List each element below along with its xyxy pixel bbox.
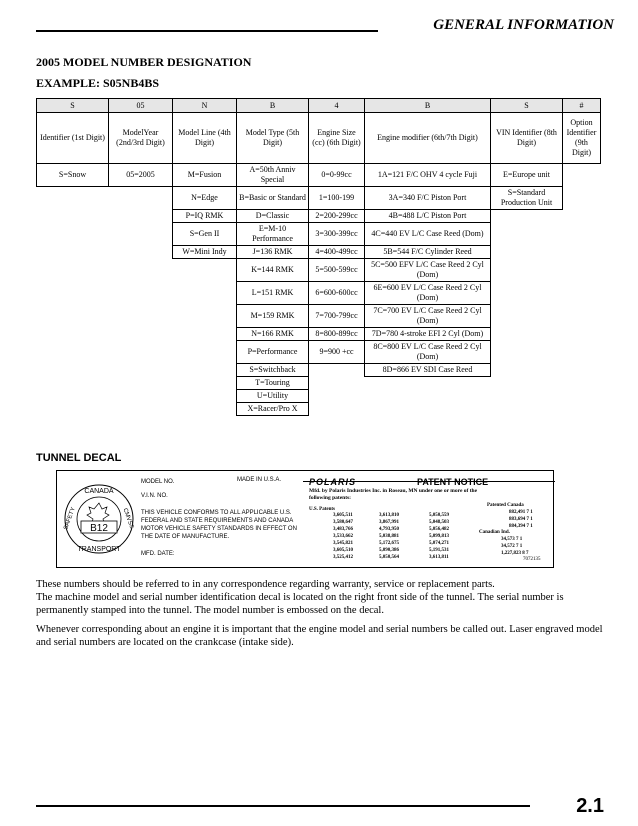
section-title: GENERAL INFORMATION	[433, 17, 614, 33]
table-row	[37, 187, 601, 210]
table-cell: U=Utility	[237, 390, 309, 403]
table-cell: S	[37, 99, 109, 113]
table-cell: 5=500-599cc	[309, 259, 365, 282]
table-cell	[365, 390, 491, 403]
table-cell: X=Racer/Pro X	[237, 403, 309, 416]
table-cell	[109, 377, 173, 390]
table-cell: 1=100-199	[309, 187, 365, 210]
table-cell: 5B=544 F/C Cylinder Reed	[365, 246, 491, 259]
table-cell: 7C=700 EV L/C Case Reed 2 Cyl (Dom)	[365, 305, 491, 328]
table-cell: M=Fusion	[173, 164, 237, 187]
table-cell	[491, 210, 563, 223]
table-cell: K=144 RMK	[237, 259, 309, 282]
table-cell: 6=600-600cc	[309, 282, 365, 305]
seal-bottom-text: TRANSPORT	[77, 546, 121, 553]
table-cell	[491, 246, 563, 259]
table-cell	[365, 403, 491, 416]
us-patents-col1: 3,605,511 3,580,647 3,483,766 3,533,662 3,545,821 3,605,510 3,525,412	[333, 513, 353, 560]
table-cell	[173, 259, 237, 282]
table-cell	[37, 223, 109, 246]
table-cell	[309, 390, 365, 403]
model-number-table	[36, 98, 601, 416]
patent-notice-title: PATENT NOTICE	[417, 477, 489, 487]
table-cell: J=136 RMK	[237, 246, 309, 259]
table-cell	[37, 341, 109, 364]
table-row	[37, 328, 601, 341]
table-cell: 6E=600 EV L/C Case Reed 2 Cyl (Dom)	[365, 282, 491, 305]
table-cell	[563, 328, 601, 341]
table-row	[37, 99, 601, 113]
table-cell	[563, 210, 601, 223]
table-cell	[309, 364, 365, 377]
seal-center-text: B12	[90, 523, 108, 534]
table-row	[37, 223, 601, 246]
header-rule	[36, 30, 378, 32]
table-cell: VIN Identifier (8th Digit)	[491, 113, 563, 164]
table-cell	[109, 390, 173, 403]
table-cell: E=M-10 Performance	[237, 223, 309, 246]
table-cell	[109, 341, 173, 364]
table-cell: W=Mini Indy	[173, 246, 237, 259]
table-row	[37, 377, 601, 390]
vin-no-label: V.I.N. NO.	[141, 493, 168, 499]
table-cell: N=Edge	[173, 187, 237, 210]
paragraph-2: The machine model and serial number identification decal is located on the right front side of the tunnel. The serial number is permanently stamped into the tunnel. The model number is embossed on the decal.	[36, 592, 564, 616]
table-cell	[173, 377, 237, 390]
table-cell	[109, 210, 173, 223]
table-cell: 8D=866 EV SDI Case Reed	[365, 364, 491, 377]
made-in-label: MADE IN U.S.A.	[237, 477, 282, 483]
table-cell: 4B=488 L/C Piston Port	[365, 210, 491, 223]
table-cell: ModelYear (2nd/3rd Digit)	[109, 113, 173, 164]
table-row	[37, 390, 601, 403]
table-cell	[173, 305, 237, 328]
table-cell	[37, 305, 109, 328]
table-cell: B	[237, 99, 309, 113]
table-cell	[109, 364, 173, 377]
table-cell	[491, 341, 563, 364]
table-cell	[37, 246, 109, 259]
table-cell	[309, 403, 365, 416]
table-cell	[173, 403, 237, 416]
table-cell	[109, 282, 173, 305]
table-cell	[563, 282, 601, 305]
canada-patents-label: Patented Canada	[487, 503, 524, 508]
table-cell	[37, 403, 109, 416]
seal-top-text: CANADA	[84, 488, 114, 495]
table-cell	[37, 282, 109, 305]
table-row	[37, 246, 601, 259]
table-cell	[365, 377, 491, 390]
table-cell	[109, 246, 173, 259]
table-cell	[491, 328, 563, 341]
table-cell: 4	[309, 99, 365, 113]
table-cell	[491, 223, 563, 246]
table-cell: Engine modifier (6th/7th Digit)	[365, 113, 491, 164]
seal-right-text: CMVSS	[121, 507, 135, 530]
table-cell: 7D=780 4-stroke EFI 2 Cyl (Dom)	[365, 328, 491, 341]
table-cell	[491, 403, 563, 416]
us-patents-label: U.S. Patents	[309, 507, 335, 512]
table-row	[37, 282, 601, 305]
table-cell	[491, 390, 563, 403]
table-cell	[173, 282, 237, 305]
table-cell	[109, 187, 173, 210]
designation-example: EXAMPLE: S05NB4BS	[36, 76, 160, 90]
table-cell	[563, 377, 601, 390]
table-cell: A=50th Anniv Special	[237, 164, 309, 187]
table-row	[37, 113, 601, 164]
table-cell	[491, 282, 563, 305]
table-cell	[491, 259, 563, 282]
table-cell: M=159 RMK	[237, 305, 309, 328]
table-cell: S=Snow	[37, 164, 109, 187]
decal-part-number: 7072135	[523, 557, 541, 562]
table-cell: #	[563, 99, 601, 113]
table-cell	[173, 364, 237, 377]
table-row	[37, 305, 601, 328]
table-cell: S=Standard Production Unit	[491, 187, 563, 210]
table-cell: 5C=500 EFV L/C Case Reed 2 Cyl (Dom)	[365, 259, 491, 282]
table-cell: D=Classic	[237, 210, 309, 223]
table-cell: N	[173, 99, 237, 113]
table-cell: 1A=121 F/C OHV 4 cycle Fuji	[365, 164, 491, 187]
table-cell: Option Identifier (9th Digit)	[563, 113, 601, 164]
table-cell: 9=900 +cc	[309, 341, 365, 364]
conformity-statement: THIS VEHICLE CONFORMS TO ALL APPLICABLE U.S. FEDERAL AND STATE REQUIREMENTS AND CANADA MOTOR VEHICLE SAFETY STANDARDS IN EFFECT ON THE DATE OF MANUFACTURE.	[141, 510, 297, 540]
designation-title: 2005 MODEL NUMBER DESIGNATION	[36, 55, 252, 69]
table-cell: S=Gen II	[173, 223, 237, 246]
table-cell: 4C=440 EV L/C Case Reed (Dom)	[365, 223, 491, 246]
table-cell: L=151 RMK	[237, 282, 309, 305]
tunnel-decal	[56, 470, 554, 568]
table-cell: 3A=340 F/C Piston Port	[365, 187, 491, 210]
table-cell: S=Switchback	[237, 364, 309, 377]
paragraph-3: Whenever corresponding about an engine it is important that the engine model and serial numbers be called out. Laser engraved model and serial numbers are located on the crankcase (intake side).	[36, 624, 603, 648]
table-cell: B=Basic or Standard	[237, 187, 309, 210]
table-cell: S	[491, 99, 563, 113]
table-row	[37, 403, 601, 416]
table-cell	[563, 390, 601, 403]
tunnel-decal-heading: TUNNEL DECAL	[36, 452, 122, 464]
model-no-label: MODEL NO.	[141, 479, 175, 485]
table-cell: 05	[109, 99, 173, 113]
table-cell	[563, 223, 601, 246]
table-cell	[491, 377, 563, 390]
table-cell	[37, 328, 109, 341]
us-patents-col2: 3,613,810 3,867,991 4,793,950 5,038,881 5,172,675 5,090,386 5,050,564	[379, 513, 399, 560]
table-cell: T=Touring	[237, 377, 309, 390]
table-cell	[109, 305, 173, 328]
table-cell	[563, 259, 601, 282]
table-cell: 7=700-799cc	[309, 305, 365, 328]
table-cell: 0=0-99cc	[309, 164, 365, 187]
table-row	[37, 210, 601, 223]
table-row	[37, 364, 601, 377]
table-cell: 4=400-499cc	[309, 246, 365, 259]
table-cell: P=Performance	[237, 341, 309, 364]
table-cell: Model Line (4th Digit)	[173, 113, 237, 164]
table-cell	[563, 341, 601, 364]
table-cell: 2=200-299cc	[309, 210, 365, 223]
table-cell	[491, 305, 563, 328]
table-cell: Identifier (1st Digit)	[37, 113, 109, 164]
table-row	[37, 341, 601, 364]
table-cell: B	[365, 99, 491, 113]
table-cell: 05=2005	[109, 164, 173, 187]
table-cell: P=IQ RMK	[173, 210, 237, 223]
table-cell	[37, 364, 109, 377]
table-cell	[563, 246, 601, 259]
canada-ind-patents: 34,573 7 1 34,572 7 1 1,227,823 8 7	[501, 537, 529, 556]
table-row	[37, 164, 601, 187]
table-cell: 8C=800 EV L/C Case Reed 2 Cyl (Dom)	[365, 341, 491, 364]
paragraph-1: These numbers should be referred to in any correspondence regarding warranty, service or replacement parts.	[36, 579, 495, 590]
table-cell	[173, 341, 237, 364]
table-cell	[37, 390, 109, 403]
table-cell	[309, 377, 365, 390]
footer-rule	[36, 805, 530, 807]
table-cell	[37, 259, 109, 282]
table-cell	[563, 164, 601, 187]
table-cell	[563, 364, 601, 377]
page-number: 2.1	[576, 795, 604, 817]
table-cell	[173, 328, 237, 341]
table-cell	[37, 210, 109, 223]
canada-ind-label: Canadian Ind.	[479, 530, 510, 535]
seal-left-text: SAFETY	[63, 506, 77, 531]
table-cell	[563, 187, 601, 210]
table-cell	[491, 364, 563, 377]
table-cell	[563, 305, 601, 328]
table-cell	[109, 223, 173, 246]
table-row	[37, 259, 601, 282]
table-cell	[109, 328, 173, 341]
table-cell: E=Europe unit	[491, 164, 563, 187]
table-cell: Model Type (5th Digit)	[237, 113, 309, 164]
table-cell	[109, 403, 173, 416]
mfd-date-label: MFD. DATE:	[141, 551, 175, 557]
table-cell: Engine Size (cc) (6th Digit)	[309, 113, 365, 164]
table-cell: 3=300-399cc	[309, 223, 365, 246]
mfd-by-statement: Mfd. by Polaris Industries Inc. in Roseau, MN under one or more of the following patents:	[309, 488, 478, 501]
table-cell	[109, 259, 173, 282]
table-cell: 8=800-899cc	[309, 328, 365, 341]
canada-safety-seal-icon	[61, 481, 137, 557]
table-cell	[37, 377, 109, 390]
canada-patents: 882,491 7 1 883,694 7 1 884,394 7 1	[509, 510, 533, 529]
table-cell	[173, 390, 237, 403]
polaris-logo: POLARIS	[309, 477, 357, 487]
table-cell: N=166 RMK	[237, 328, 309, 341]
table-cell	[37, 187, 109, 210]
us-patents-col3: 5,050,559 5,048,503 5,056,482 5,099,813 5,074,271 5,191,531 3,613,811	[429, 513, 449, 560]
table-cell	[563, 403, 601, 416]
